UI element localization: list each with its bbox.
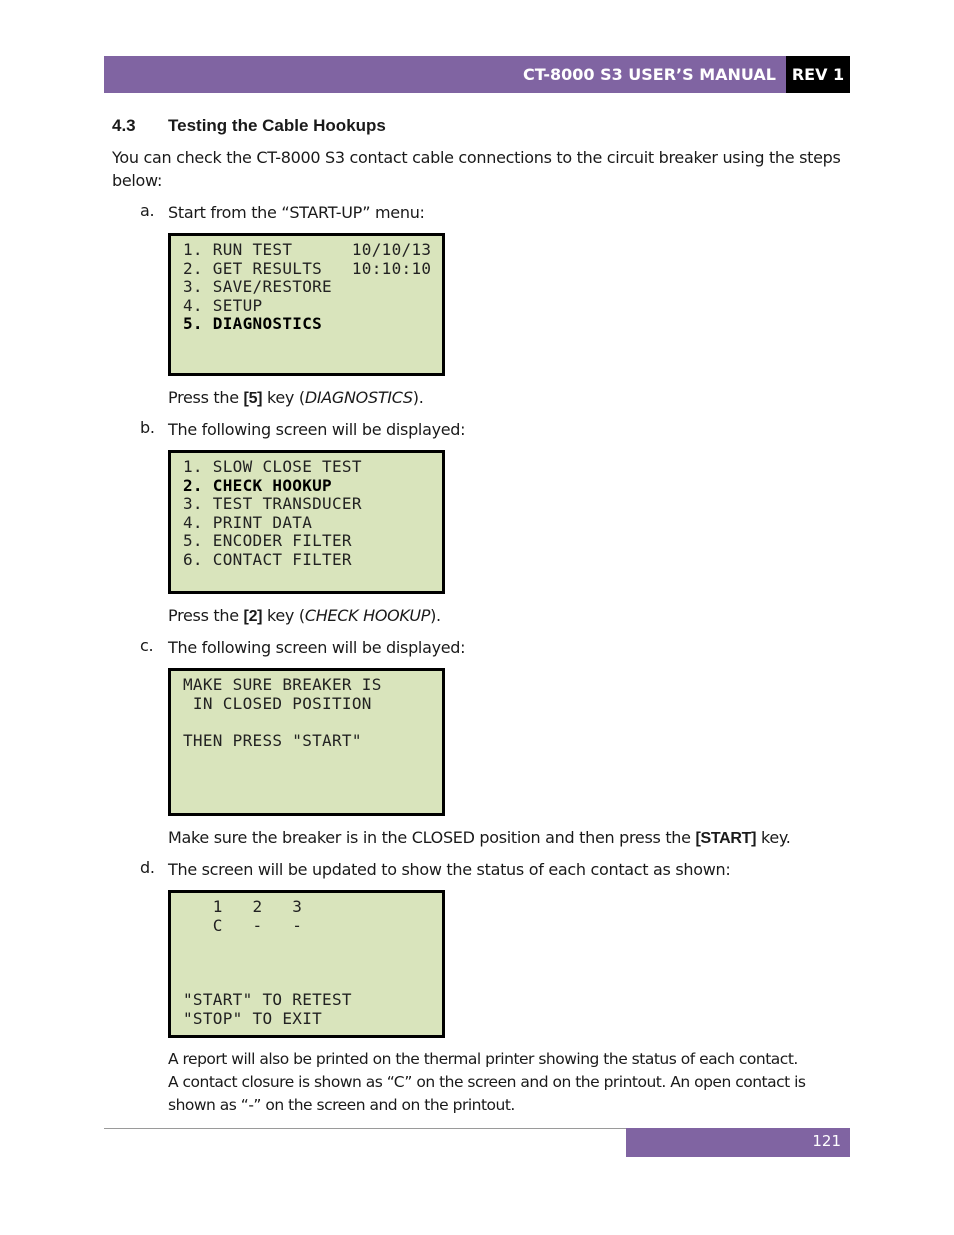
note-text: key ( bbox=[262, 388, 305, 407]
key-label: [5] bbox=[243, 390, 263, 407]
lcd-line: 1 2 3 bbox=[183, 897, 303, 916]
step-c-note bbox=[168, 826, 791, 850]
note-text: ). bbox=[430, 606, 441, 625]
lcd-screen-contact-status bbox=[168, 890, 445, 1038]
section-number: 4.3 bbox=[112, 116, 136, 135]
lcd-line: C - - bbox=[183, 915, 303, 935]
lcd-line: 1. SLOW CLOSE TEST bbox=[183, 457, 362, 476]
lcd-line: 4. PRINT DATA bbox=[183, 512, 313, 532]
step-c-text: The following screen will be displayed: bbox=[168, 638, 466, 657]
lcd-line: 1. RUN TEST 10/10/13 bbox=[183, 240, 432, 259]
lcd-screen-check-hookup bbox=[168, 668, 445, 816]
note-line: A contact closure is shown as “C” on the screen and on the printout. An open contact is bbox=[168, 1073, 806, 1091]
lcd-line bbox=[183, 972, 442, 991]
lcd-line: 2. GET RESULTS 10:10:10 bbox=[183, 258, 432, 278]
step-d-note bbox=[168, 1048, 848, 1117]
lcd-line: 3. TEST TRANSDUCER bbox=[183, 494, 362, 514]
lcd-line-selected: 2. CHECK HOOKUP bbox=[183, 475, 332, 495]
lcd-line: 6. CONTACT FILTER bbox=[183, 549, 352, 569]
lcd-line-selected: 5. DIAGNOSTICS bbox=[183, 314, 323, 334]
note-text: ). bbox=[412, 388, 424, 407]
step-b-letter: b. bbox=[140, 418, 155, 437]
page-number: 121 bbox=[812, 1132, 841, 1150]
lcd-screen-startup-menu bbox=[168, 233, 445, 376]
lcd-screen-diagnostics-menu bbox=[168, 450, 445, 594]
note-text: Press the bbox=[168, 606, 244, 625]
step-a-note bbox=[168, 386, 423, 410]
step-c-letter: c. bbox=[140, 636, 154, 655]
step-d-text: The screen will be updated to show the status of each contact as shown: bbox=[168, 860, 731, 879]
lcd-line bbox=[183, 713, 442, 732]
lcd-line bbox=[183, 954, 442, 973]
manual-title: CT-8000 S3 USER’S MANUAL bbox=[523, 65, 776, 84]
section-title: Testing the Cable Hookups bbox=[168, 116, 386, 135]
lcd-line: 5. ENCODER FILTER bbox=[183, 531, 352, 551]
step-b-text: The following screen will be displayed: bbox=[168, 420, 466, 439]
note-text: key. bbox=[756, 828, 791, 847]
note-text: Make sure the breaker is in the CLOSED position and then press the bbox=[168, 828, 696, 847]
lcd-line: 4. SETUP bbox=[183, 295, 263, 315]
step-b-note bbox=[168, 604, 441, 628]
note-text: Press the bbox=[168, 388, 244, 407]
key-label: [START] bbox=[695, 830, 757, 847]
note-text: key ( bbox=[262, 606, 305, 625]
footer-bar bbox=[626, 1128, 850, 1157]
note-italic: CHECK HOOKUP bbox=[304, 606, 431, 625]
lcd-line: THEN PRESS "START" bbox=[183, 730, 362, 750]
intro-paragraph: You can check the CT-8000 S3 contact cable connections to the circuit breaker using the steps below: bbox=[112, 148, 841, 190]
key-label: [2] bbox=[243, 608, 263, 625]
lcd-line: MAKE SURE BREAKER IS bbox=[183, 675, 382, 694]
step-a-letter: a. bbox=[140, 201, 155, 220]
revision-badge: REV 1 bbox=[786, 56, 850, 93]
note-italic: DIAGNOSTICS bbox=[304, 388, 413, 407]
lcd-line: 3. SAVE/RESTORE bbox=[183, 277, 332, 297]
header-bar bbox=[104, 56, 786, 93]
note-line: A report will also be printed on the thermal printer showing the status of each contact. bbox=[168, 1050, 798, 1068]
lcd-line bbox=[183, 935, 442, 954]
note-line: shown as “-” on the screen and on the printout. bbox=[168, 1096, 515, 1114]
step-d-letter: d. bbox=[140, 858, 155, 877]
lcd-line: "STOP" TO EXIT bbox=[183, 1008, 323, 1028]
step-a-text: Start from the “START-UP” menu: bbox=[168, 203, 425, 222]
lcd-line: IN CLOSED POSITION bbox=[183, 693, 372, 713]
lcd-line: "START" TO RETEST bbox=[183, 989, 352, 1009]
section-heading bbox=[112, 116, 386, 136]
footer-divider bbox=[104, 1128, 626, 1129]
